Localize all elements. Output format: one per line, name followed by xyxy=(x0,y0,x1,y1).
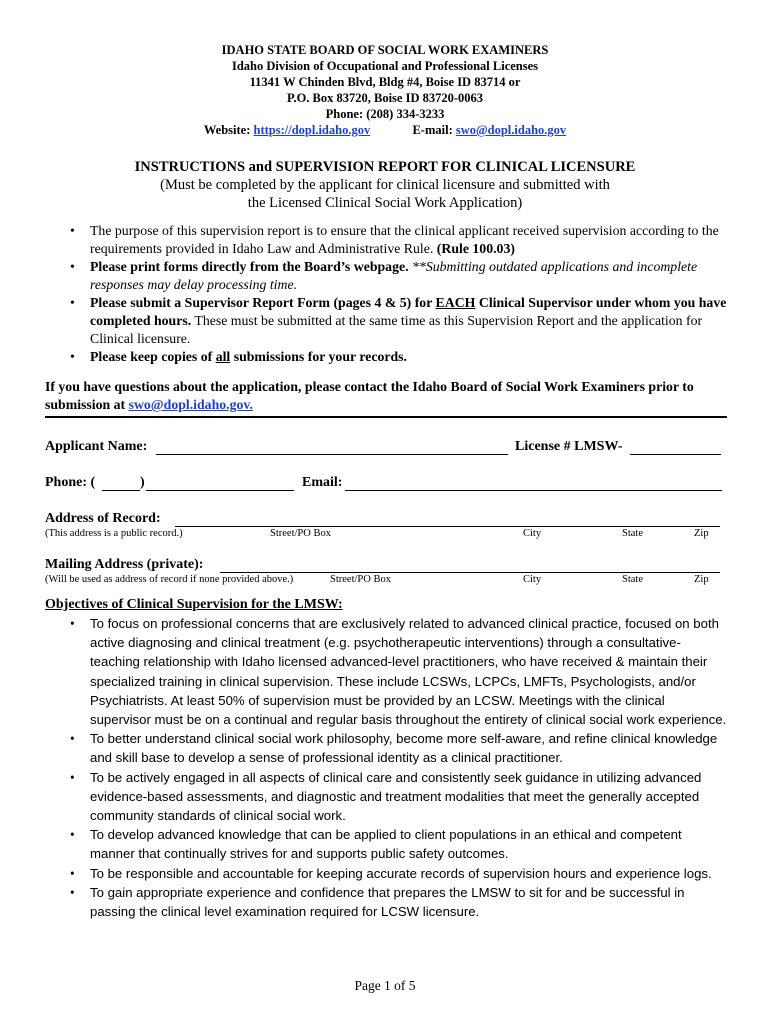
objective-item: • To gain appropriate experience and confidence that prepares the LMSW to sit for and be successful in passing the clinical level examination required for LCSW licensure. xyxy=(90,883,728,921)
phone-number-field[interactable] xyxy=(146,490,294,491)
instruction-item: • Please submit a Supervisor Report Form (pages 4 & 5) for EACH Clinical Supervisor under whom you have completed hours. These must be submitted at the same time as this Supervision Report and the application for Clinical licensure. xyxy=(90,294,728,348)
mailing-zip-caption: Zip xyxy=(694,574,709,585)
objective-item: • To better understand clinical social work philosophy, become more self-aware, and refine clinical knowledge and skill base to develop a sense of professional identity as a clinical practitioner. xyxy=(90,729,728,767)
address-of-record-field[interactable] xyxy=(175,526,720,527)
title-main: INSTRUCTIONS and SUPERVISION REPORT FOR CLINICAL LICENSURE xyxy=(134,159,636,175)
questions-email-link[interactable]: swo@dopl.idaho.gov. xyxy=(128,397,253,412)
objective-item: • To focus on professional concerns that are exclusively related to advanced clinical practice, focused on both active diagnosing and clinical treatment (e.g. psychotherapeutic interventions) through a consultative-teaching relationship with Idaho licensed advanced-level practitioners, who have received & maintain their specialized training in clinical supervision. These include LCSWs, LCPCs, LMFTs, Psychologists, and/or Psychiatrists. At least 50% of supervision must be provided by an LCSW. Meetings with the clinical supervisor must be on a continual and regular basis throughout the entirety of clinical social work experience. xyxy=(90,614,728,729)
phone-label: Phone: ( xyxy=(45,475,96,490)
org-name: IDAHO STATE BOARD OF SOCIAL WORK EXAMINERS xyxy=(221,43,549,57)
street-address: 11341 W Chinden Blvd, Bldg #4, Boise ID 83714 or xyxy=(249,75,521,89)
objective-item: • To be actively engaged in all aspects of clinical care and consistently seek guidance in utilizing advanced evidence-based assessments, and diagnostic and treatment modalities that meet the generally accepted community standards of clinical social work. xyxy=(90,768,728,826)
applicant-name-field[interactable] xyxy=(156,454,508,455)
divider xyxy=(45,416,727,418)
address-public-note: (This address is a public record.) xyxy=(45,528,183,539)
license-number-field[interactable] xyxy=(630,454,721,455)
address-zip-caption: Zip xyxy=(694,528,709,539)
page-number: Page 1 of 5 xyxy=(354,978,416,993)
mailing-address-field[interactable] xyxy=(220,572,720,573)
instruction-item: • Please print forms directly from the Board’s webpage. **Submitting outdated applications and incomplete responses may delay processing time. xyxy=(90,258,728,294)
document-title xyxy=(0,158,770,212)
objective-item: • To be responsible and accountable for keeping accurate records of supervision hours and experience logs. xyxy=(90,864,728,883)
phone-paren-close: ) xyxy=(140,475,145,490)
address-city-caption: City xyxy=(523,528,542,539)
division-name: Idaho Division of Occupational and Professional Licenses xyxy=(231,59,539,73)
mailing-address-note: (Will be used as address of record if none provided above.) xyxy=(45,574,294,585)
address-of-record-label: Address of Record: xyxy=(45,511,161,526)
instruction-item: • Please keep copies of all submissions for your records. xyxy=(90,348,728,366)
title-sub-1: (Must be completed by the applicant for clinical licensure and submitted with xyxy=(160,177,610,193)
email-field[interactable] xyxy=(345,490,722,491)
questions-note: If you have questions about the application, please contact the Idaho Board of Social Work Examiners prior to submission at swo@dopl.idaho.gov. xyxy=(45,379,694,412)
objectives-heading: Objectives of Clinical Supervision for the LMSW: xyxy=(45,597,343,612)
mailing-city-caption: City xyxy=(523,574,542,585)
website-label: Website: xyxy=(203,123,251,137)
objective-item: • To develop advanced knowledge that can be applied to client populations in an ethical and competent manner that continually strives for and supports public safety outcomes. xyxy=(90,825,728,863)
phone-area-code-field[interactable] xyxy=(102,490,140,491)
email-label: E-mail: xyxy=(412,123,453,137)
address-street-caption: Street/PO Box xyxy=(270,528,331,539)
title-sub-2: the Licensed Clinical Social Work Application) xyxy=(247,195,523,211)
instruction-item: • The purpose of this supervision report is to ensure that the clinical applicant received supervision according to the requirements provided in Idaho Law and Administrative Rule. (Rule 100.03) xyxy=(90,222,728,258)
email-field-label: Email: xyxy=(302,475,343,490)
instructions-list xyxy=(68,222,728,366)
website-link[interactable]: https://dopl.idaho.gov xyxy=(253,123,371,137)
letterhead xyxy=(0,42,770,138)
mailing-address-label: Mailing Address (private): xyxy=(45,557,204,572)
mailing-street-caption: Street/PO Box xyxy=(330,574,391,585)
phone-number: Phone: (208) 334-3233 xyxy=(325,107,445,121)
address-state-caption: State xyxy=(622,528,643,539)
applicant-name-label: Applicant Name: xyxy=(45,439,148,454)
po-box-address: P.O. Box 83720, Boise ID 83720-0063 xyxy=(286,91,484,105)
email-link[interactable]: swo@dopl.idaho.gov xyxy=(455,123,567,137)
license-label: License # LMSW- xyxy=(515,439,623,454)
contact-line xyxy=(0,122,770,138)
objectives-list xyxy=(68,614,728,921)
mailing-state-caption: State xyxy=(622,574,643,585)
